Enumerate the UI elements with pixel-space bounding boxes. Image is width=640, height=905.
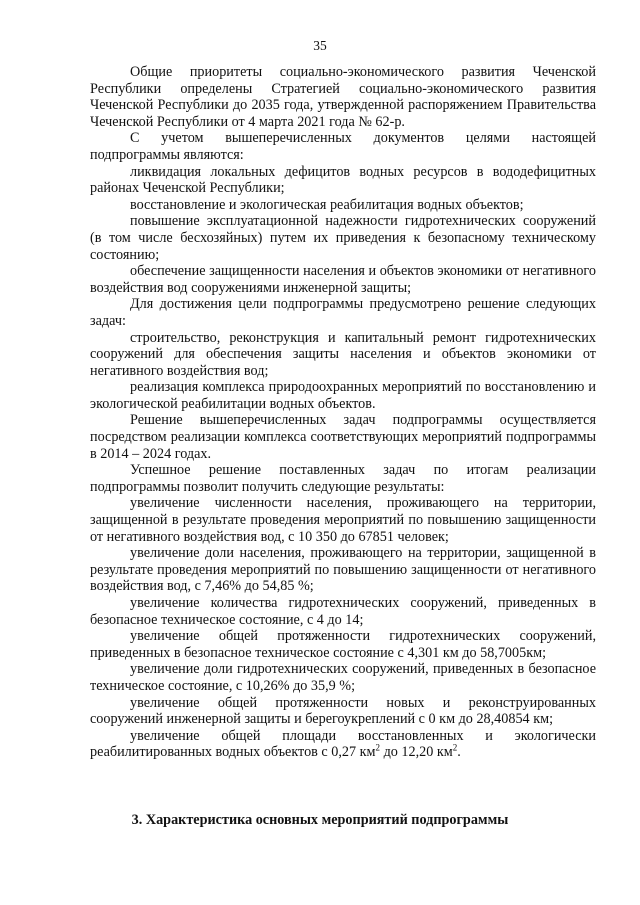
paragraph: увеличение доли населения, проживающего на территории, защищенной в результате проведения мероприятий по повышению защищенности от негативного воздействия вод, с 7,46% до 54,85 %; xyxy=(90,545,596,595)
text-segment: . xyxy=(457,744,461,761)
paragraph: обеспечение защищенности населения и объектов экономики от негативного воздействия вод сооружениями инженерной защиты; xyxy=(90,263,596,296)
paragraph: Решение вышеперечисленных задач подпрограммы осуществляется посредством реализации комплекса соответствующих мероприятий подпрограммы в 2014 – 2024 годах. xyxy=(90,412,596,462)
page-number: 35 xyxy=(313,38,327,53)
paragraph: Общие приоритеты социально-экономического развития Чеченской Республики определены Стратегией социально-экономического развития Чеченской Республики до 2035 года, утвержденной распоряжением Правительства Чеченской Республики от 4 марта 2021 года № 62-р. xyxy=(90,64,596,130)
paragraph: Для достижения цели подпрограммы предусмотрено решение следующих задач: xyxy=(90,296,596,329)
text-segment: увеличение общей площади восстановленных и экологически реабилитированных водных объектов с 0,27 км xyxy=(90,727,596,761)
paragraph: увеличение количества гидротехнических сооружений, приведенных в безопасное техническое состояние, с 4 до 14; xyxy=(90,595,596,628)
paragraph: увеличение численности населения, проживающего на территории, защищенной в результате проведения мероприятий по повышению защищенности от негативного воздействия вод, с 10 350 до 67851 человек; xyxy=(90,495,596,545)
document-body xyxy=(90,64,596,761)
paragraph-last xyxy=(90,728,596,761)
paragraph: увеличение доли гидротехнических сооружений, приведенных в безопасное техническое состояние, с 10,26% до 35,9 %; xyxy=(90,661,596,694)
paragraph: Успешное решение поставленных задач по итогам реализации подпрограммы позволит получить следующие результаты: xyxy=(90,462,596,495)
paragraph: увеличение общей протяженности новых и реконструированных сооружений инженерной защиты и берегоукреплений с 0 км до 28,40854 км; xyxy=(90,694,596,728)
paragraph: ликвидация локальных дефицитов водных ресурсов в вододефицитных районах Чеченской Республики; xyxy=(90,163,596,197)
paragraph: С учетом вышеперечисленных документов целями настоящей подпрограммы являются: xyxy=(90,130,596,163)
paragraph: реализация комплекса природоохранных мероприятий по восстановлению и экологической реабилитации водных объектов. xyxy=(90,379,596,412)
paragraph: строительство, реконструкция и капитальный ремонт гидротехнических сооружений для обеспечения защиты населения и объектов экономики от негативного воздействия вод; xyxy=(90,329,596,379)
section-heading: 3. Характеристика основных мероприятий подпрограммы xyxy=(131,812,509,828)
text-segment: до 12,20 км xyxy=(380,744,453,761)
paragraph: повышение эксплуатационной надежности гидротехнических сооружений (в том числе бесхозяйных) путем их приведения к безопасному техническому состоянию; xyxy=(90,213,596,263)
paragraph: восстановление и экологическая реабилитация водных объектов; xyxy=(130,196,524,213)
paragraph: увеличение общей протяженности гидротехнических сооружений, приведенных в безопасное техническое состояние с 4,301 км до 58,7005км; xyxy=(90,628,596,661)
superscript: 2 xyxy=(452,742,458,753)
superscript: 2 xyxy=(375,742,381,753)
